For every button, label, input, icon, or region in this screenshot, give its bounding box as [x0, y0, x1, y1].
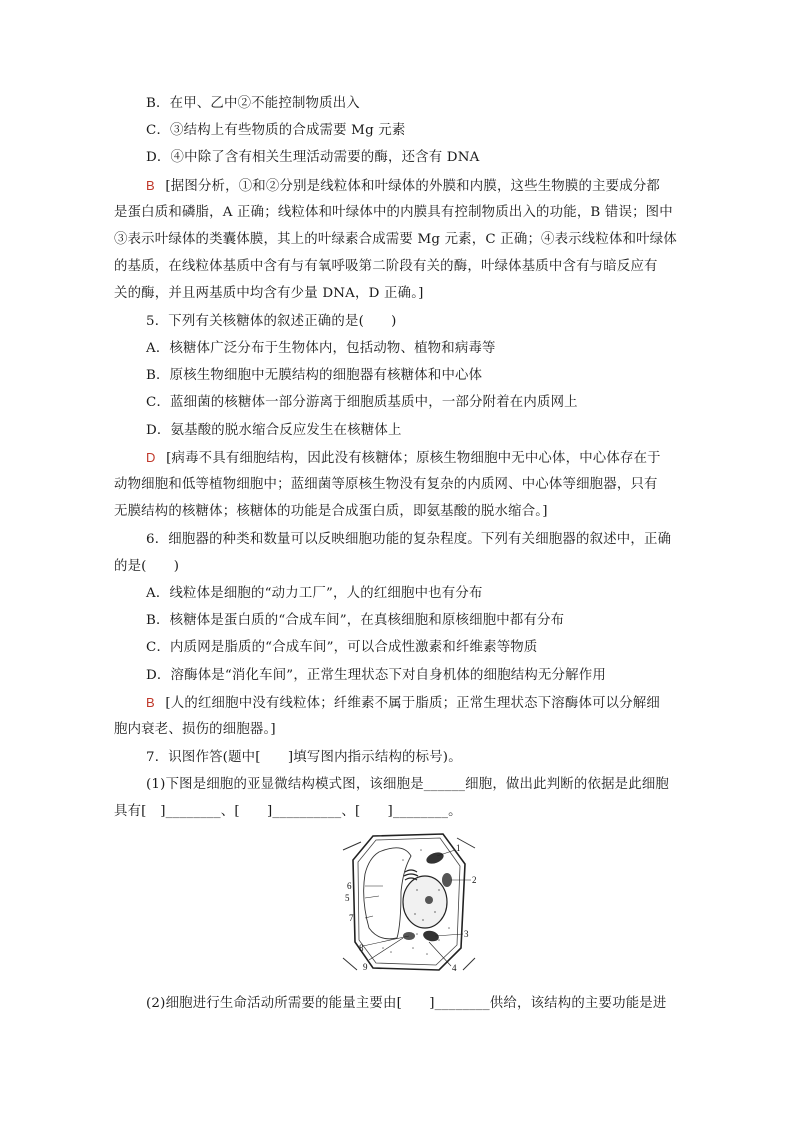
q5-answer-letter: D	[146, 450, 156, 465]
q7-sub2-line-1: (2)细胞进行生命活动所需要的能量主要由[ ]________供给，该结构的主要功能是进	[146, 996, 667, 1011]
q5-explanation-line-1	[146, 449, 661, 468]
q5-explanation-line-3: 无膜结构的核糖体；核糖体的功能是合成蛋白质，即氨基酸的脱水缩合。]	[114, 504, 548, 519]
q5-option-a: A．核糖体广泛分布于生物体内，包括动物、植物和病毒等	[146, 341, 496, 356]
q7-stem: 7．识图作答(题中[ ]填写图内指示结构的标号)。	[146, 750, 462, 765]
q4-option-c: C．③结构上有些物质的合成需要 Mg 元素	[146, 123, 406, 138]
q6-option-c: C．内质网是脂质的“合成车间”，可以合成性激素和纤维素等物质	[146, 640, 538, 655]
q7-sub1-line-1: (1)下图是细胞的亚显微结构模式图，该细胞是______细胞，做出此判断的依据是此细胞	[146, 777, 670, 792]
figure-label-5: 5	[345, 893, 350, 903]
q5-explanation-line-2: 动物细胞和低等植物细胞中；蓝细菌等原核生物没有复杂的内质网、中心体等细胞器，只有	[114, 477, 658, 492]
figure-label-6: 6	[347, 881, 352, 891]
q4-explanation-text-1: [据图分析，①和②分别是线粒体和叶绿体的外膜和内膜，这些生物膜的主要成分都	[165, 179, 661, 194]
q4-explanation-line-4: 的基质，在线粒体基质中含有与有氧呼吸第二阶段有关的酶，叶绿体基质中含有与暗反应有	[114, 259, 658, 274]
mitochondrion-right	[442, 873, 452, 887]
figure-label-3: 3	[464, 929, 469, 939]
figure-label-9: 9	[363, 962, 368, 972]
nucleolus-shape	[425, 896, 433, 904]
nucleus-shape	[403, 876, 447, 928]
q4-option-d: D．④中除了含有相关生理活动需要的酶，还含有 DNA	[146, 150, 480, 165]
q5-option-d: D．氨基酸的脱水缩合反应发生在核糖体上	[146, 423, 402, 438]
q6-stem-line-1: 6．细胞器的种类和数量可以反映细胞功能的复杂程度。下列有关细胞器的叙述中，正确	[146, 532, 672, 547]
q5-stem: 5．下列有关核糖体的叙述正确的是( )	[146, 314, 397, 329]
figure-label-7: 7	[349, 913, 354, 923]
q4-explanation-line-1	[146, 177, 660, 196]
figure-label-1: 1	[456, 843, 461, 853]
q7-sub1-line-2: 具有[ ]________、[ ]__________、[ ]________。	[114, 804, 462, 819]
q4-explanation-line-5: 关的酶，并且两基质中均含有少量 DNA，D 正确。]	[114, 286, 424, 301]
q4-answer-letter: B	[146, 178, 155, 193]
plant-cell-diagram	[343, 830, 475, 976]
q5-option-b: B．原核生物细胞中无膜结构的细胞器有核糖体和中心体	[146, 368, 483, 383]
q6-option-a: A．线粒体是细胞的“动力工厂”，人的红细胞中也有分布	[146, 586, 483, 601]
q6-stem-line-2: 的是( )	[114, 559, 180, 574]
plant-cell-svg	[343, 830, 475, 976]
q5-option-c: C．蓝细菌的核糖体一部分游离于细胞质基质中，一部分附着在内质网上	[146, 395, 578, 410]
q6-explanation-text-1: [人的红细胞中没有线粒体；纤维素不属于脂质；正常生理状态下溶酶体可以分解细	[165, 696, 661, 711]
figure-label-2: 2	[472, 875, 477, 885]
q6-explanation-line-1	[146, 694, 660, 713]
q6-explanation-line-2: 胞内衰老、损伤的细胞器。]	[114, 722, 276, 737]
q5-explanation-text-1: [病毒不具有细胞结构，因此没有核糖体；原核生物细胞中无中心体，中心体存在于	[166, 451, 661, 466]
figure-label-8: 8	[359, 943, 364, 953]
q6-option-d: D．溶酶体是“消化车间”，正常生理状态下对自身机体的细胞结构无分解作用	[146, 668, 606, 683]
q6-answer-letter: B	[146, 695, 155, 710]
q4-explanation-line-3: ③表示叶绿体的类囊体膜，其上的叶绿素合成需要 Mg 元素，C 正确；④表示线粒体和叶绿体	[114, 232, 677, 247]
q4-option-b: B．在甲、乙中②不能控制物质出入	[146, 96, 360, 111]
q6-option-b: B．核糖体是蛋白质的“合成车间”，在真核细胞和原核细胞中都有分布	[146, 613, 565, 628]
q4-explanation-line-2: 是蛋白质和磷脂，A 正确；线粒体和叶绿体中的内膜具有控制物质出入的功能，B 错误；图中	[114, 205, 673, 220]
figure-label-4: 4	[452, 963, 457, 973]
